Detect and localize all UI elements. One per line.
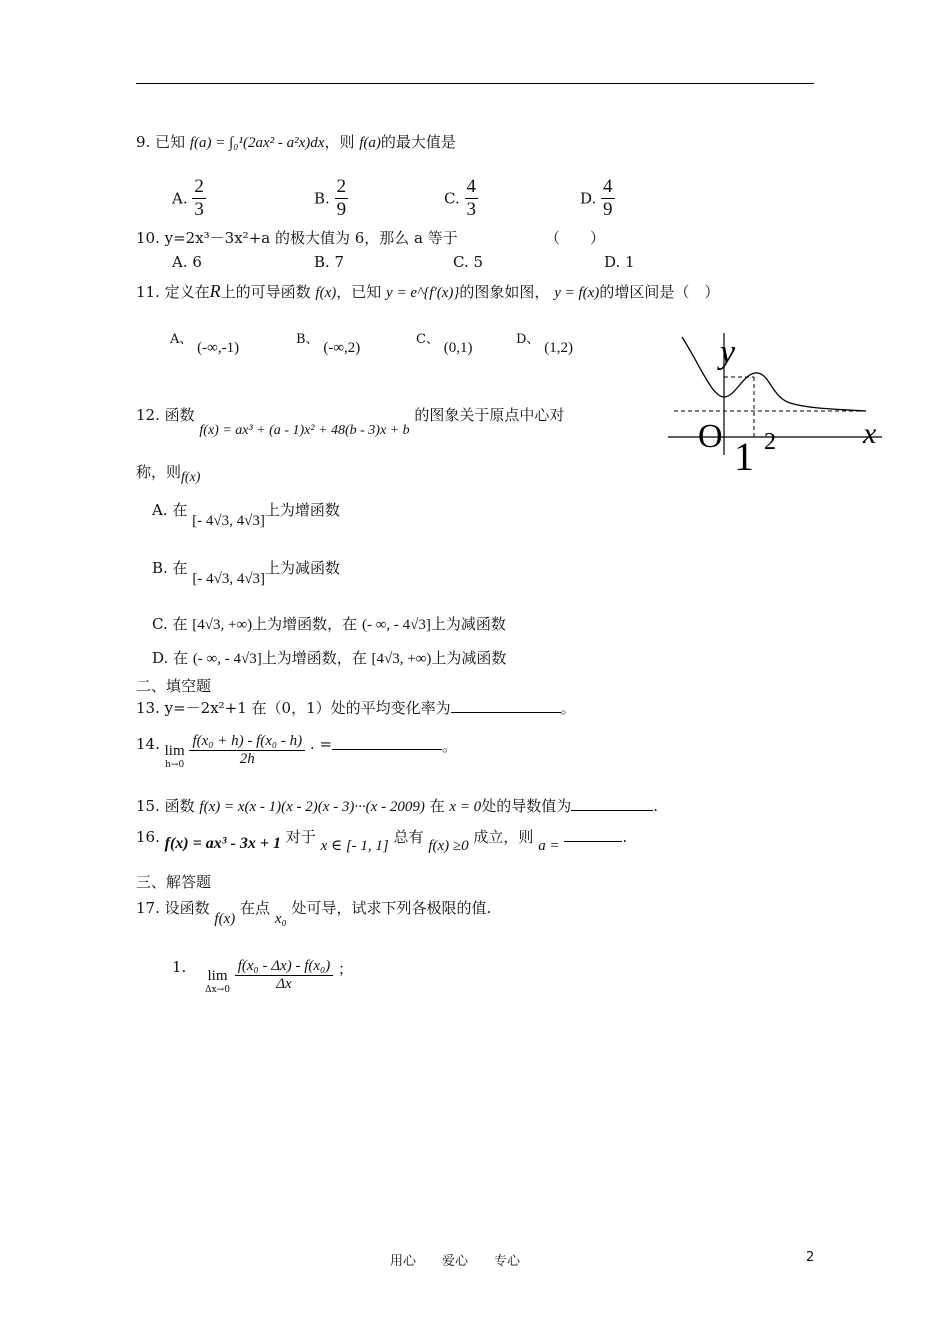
q15: 15. 函数 f(x) = x(x - 1)(x - 2)(x - 3)···(x - 2009) 在 x = 0处的导数值为 . bbox=[136, 797, 658, 815]
section-fill-in-title: 二、填空题 bbox=[136, 677, 212, 695]
q13: 13. y=－2x²+1 在（0，1）处的平均变化率为 。 bbox=[136, 699, 576, 717]
q17-item-1: 1. lim Δx→0 $\frac{\text{f(x₀ - Δx) - f(x₀)}}{\Delta x}$ ； bbox=[172, 958, 354, 995]
q11-option-b: B、 (-∞,2) bbox=[296, 332, 361, 356]
q11-option-c: C、 (0,1) bbox=[416, 332, 473, 356]
q9-option-c: C. $\frac{4}{3}$ bbox=[444, 176, 476, 220]
q17-stem: 17. 设函数 f(x) 在点 x₀ 处可导，试求下列各极限的值. bbox=[136, 899, 492, 927]
q14: 14. lim h→0 $\frac{\text{f(x₀ + h) - f(x₀ - h)}}{2h}$ . = 。 bbox=[136, 733, 458, 770]
header-rule bbox=[136, 83, 814, 84]
q10-option-b: B. 7 bbox=[314, 253, 345, 271]
q11-stem: 11. 定义在R上的可导函数 f(x)，已知 y = e^{f′(x)}的图象如图， y = f(x)的增区间是（ ） bbox=[136, 281, 720, 301]
q10-stem: 10. y=2x³－3x²+a 的极大值为 6，那么 a 等于 bbox=[136, 229, 458, 247]
page-number: 2 bbox=[806, 1250, 815, 1265]
y-axis-label: y bbox=[720, 334, 736, 371]
q12-option-c: C. 在 [4√3, +∞)上为增函数，在 (- ∞, - 4√3]上为减函数 bbox=[152, 615, 506, 633]
tick-label-2: 2 bbox=[764, 429, 776, 455]
q10-answer-paren: （ ） bbox=[545, 229, 606, 247]
q12-option-a: A. 在 [- 4√3, 4√3]上为增函数 bbox=[152, 501, 340, 529]
tick-label-1: 1 bbox=[734, 434, 754, 475]
q9-stem: 9. 已知 f(a) = ∫₀¹(2ax² - a²x)dx，则 f(a)的最大值是 bbox=[136, 133, 456, 151]
q12-option-b: B. 在 [- 4√3, 4√3]上为减函数 bbox=[152, 559, 341, 587]
q11-option-d: D、 (1,2) bbox=[516, 332, 573, 356]
q9-option-b: B. $\frac{2}{9}$ bbox=[314, 176, 347, 220]
x-axis-label: x bbox=[863, 417, 877, 450]
q10-option-a: A. 6 bbox=[172, 253, 202, 271]
q16: 16. f(x) = ax³ - 3x + 1 对于 x ∈ [- 1, 1] 总有 f(x) ≥0 成立，则 a = . bbox=[136, 828, 628, 854]
q11-option-a: A、 (-∞,-1) bbox=[170, 332, 240, 356]
section-answer-title: 三、解答题 bbox=[136, 873, 212, 891]
origin-label: O bbox=[698, 418, 723, 455]
q10-option-d: D. 1 bbox=[604, 253, 635, 271]
curve bbox=[682, 337, 866, 411]
q12-option-d: D. 在 (- ∞, - 4√3]上为增函数，在 [4√3, +∞)上为减函数 bbox=[152, 649, 507, 667]
q15-answer-blank[interactable] bbox=[571, 810, 653, 811]
q9-option-a: A. $\frac{2}{3}$ bbox=[172, 176, 204, 220]
q11-graph bbox=[660, 325, 890, 475]
q13-answer-blank[interactable] bbox=[451, 712, 561, 713]
q12-stem-cont: 称，则f(x) bbox=[136, 463, 201, 485]
q9-option-d: D. $\frac{4}{9}$ bbox=[580, 176, 613, 220]
q14-answer-blank[interactable] bbox=[332, 733, 442, 750]
q10-option-c: C. 5 bbox=[453, 253, 484, 271]
footer-motto: 用心 爱心 专心 bbox=[390, 1254, 521, 1269]
q16-answer-blank[interactable] bbox=[564, 841, 622, 842]
q12-stem: 12. 函数 f(x) = ax³ + (a - 1)x² + 48(b - 3)x + b 的图象关于原点中心对 bbox=[136, 406, 565, 438]
